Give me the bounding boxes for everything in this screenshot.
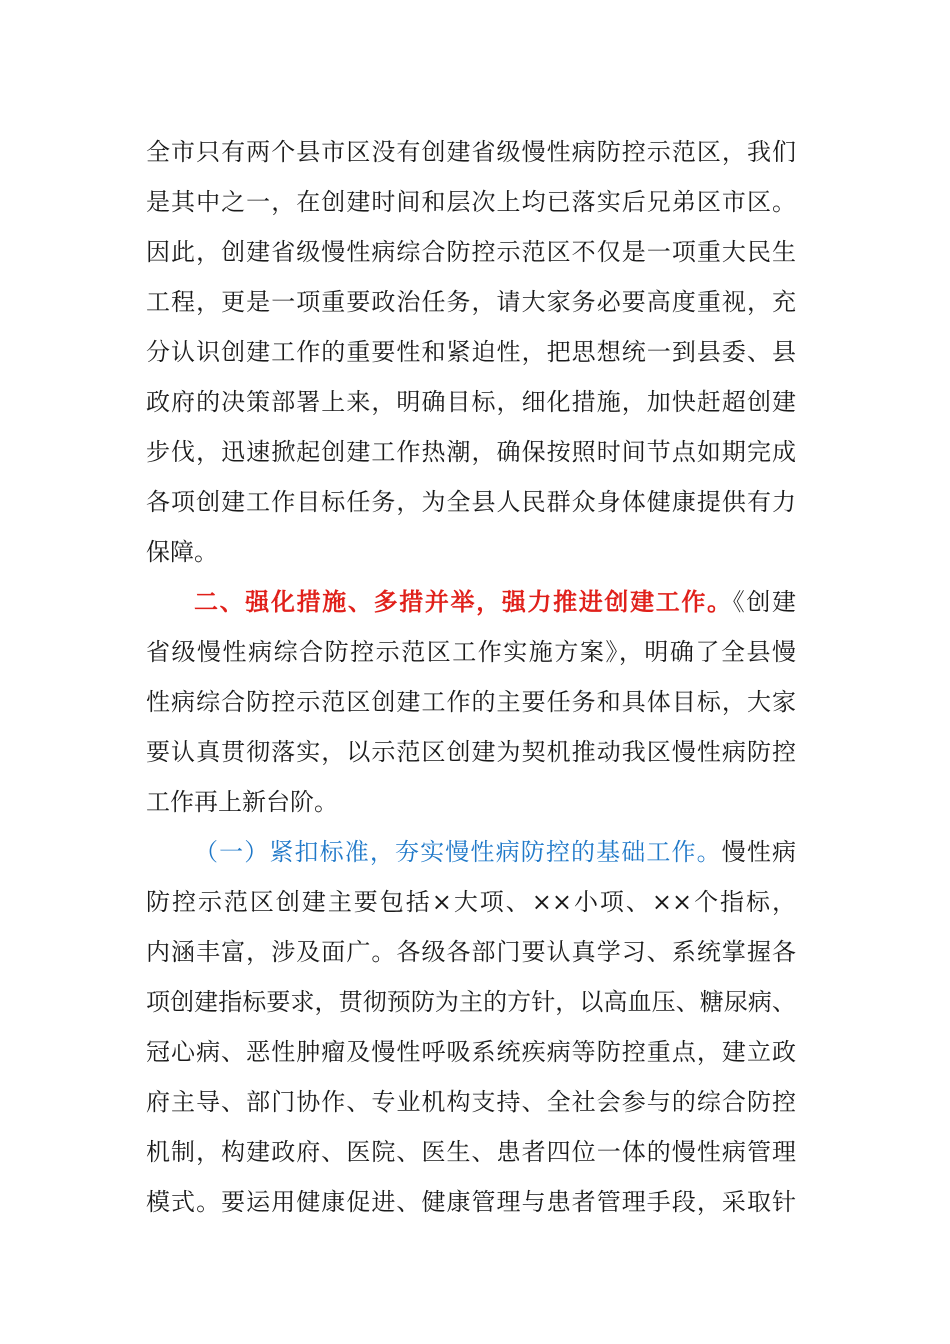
body-line: 步伐，迅速掀起创建工作热潮，确保按照时间节点如期完成 <box>146 438 796 466</box>
subsection-heading: （一）紧扣标准，夯实慢性病防控的基础工作。 <box>194 838 722 866</box>
section-heading: 二、强化措施、多措并举，强力推进创建工作。 <box>194 588 733 616</box>
document-body <box>146 127 796 1227</box>
body-line: 模式。要运用健康促进、健康管理与患者管理手段，采取针 <box>146 1188 796 1216</box>
body-line: 工程，更是一项重要政治任务，请大家务必要高度重视，充 <box>146 288 796 316</box>
body-line: 内涵丰富，涉及面广。各级各部门要认真学习、系统掌握各 <box>146 938 796 966</box>
body-line: 机制，构建政府、医院、医生、患者四位一体的慢性病管理 <box>146 1138 796 1166</box>
body-line: 性病综合防控示范区创建工作的主要任务和具体目标，大家 <box>146 688 796 716</box>
body-line: 各项创建工作目标任务，为全县人民群众身体健康提供有力 <box>146 488 796 516</box>
body-line: 是其中之一，在创建时间和层次上均已落实后兄弟区市区。 <box>146 188 796 216</box>
body-line: 政府的决策部署上来，明确目标，细化措施，加快赶超创建 <box>146 388 796 416</box>
body-line: 工作再上新台阶。 <box>146 788 338 816</box>
body-line: 因此，创建省级慢性病综合防控示范区不仅是一项重大民生 <box>146 238 796 266</box>
body-line: 府主导、部门协作、专业机构支持、全社会参与的综合防控 <box>146 1088 796 1116</box>
body-line: 分认识创建工作的重要性和紧迫性，把思想统一到县委、县 <box>146 338 796 366</box>
body-line: 省级慢性病综合防控示范区工作实施方案》，明确了全县慢 <box>146 638 796 666</box>
subsection-heading-line <box>146 827 796 877</box>
body-line: 全市只有两个县市区没有创建省级慢性病防控示范区，我们 <box>146 138 796 166</box>
body-line: 项创建指标要求，贯彻预防为主的方针，以高血压、糖尿病、 <box>146 988 796 1016</box>
body-line: 保障。 <box>146 538 218 566</box>
body-line: 要认真贯彻落实，以示范区创建为契机推动我区慢性病防控 <box>146 738 796 766</box>
body-line: 防控示范区创建主要包括×大项、××小项、××个指标， <box>146 888 796 916</box>
body-line: 冠心病、恶性肿瘤及慢性呼吸系统疾病等防控重点，建立政 <box>146 1038 796 1066</box>
section-heading-continuation: 《创建 <box>732 588 796 616</box>
subsection-heading-continuation: 慢性病 <box>721 838 796 866</box>
section-heading-line <box>146 577 796 627</box>
